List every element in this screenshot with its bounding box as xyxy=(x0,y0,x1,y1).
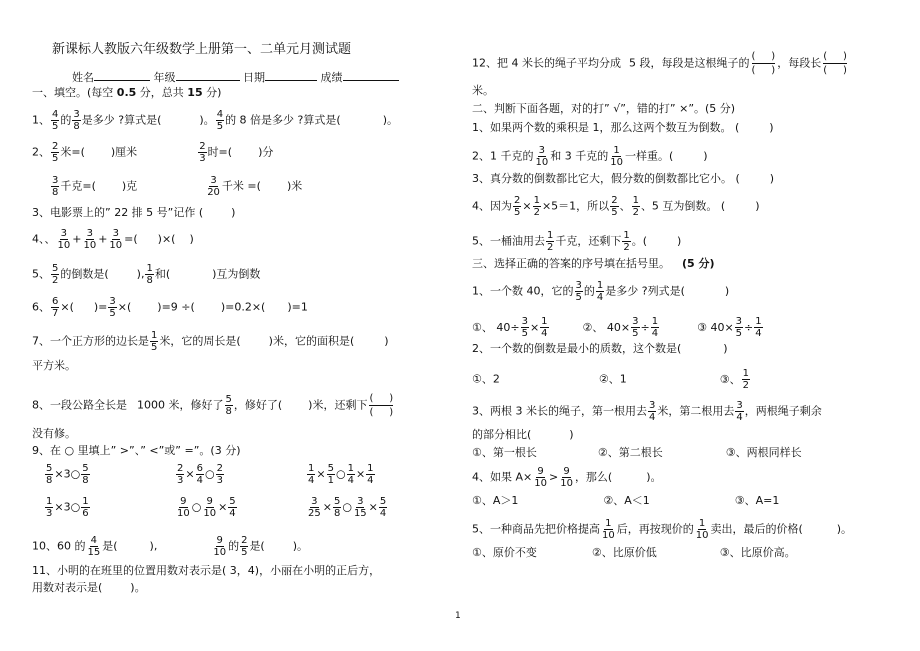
question-10: 10、60 的 $\frac{4}{15}$ 是( ), $\frac{9}{10}$ 的 $\frac{2}{5}$ 是( )。 xyxy=(32,535,309,558)
judge-item-4: 4、因为 $\frac{2}{5}$ × $\frac{1}{2}$ ×5＝1，所以 $\frac{2}{5}$ 、 $\frac{1}{2}$ 、5 互为倒数。 ( ) xyxy=(472,195,760,218)
fraction: $\frac{3}{8}$ xyxy=(73,109,80,132)
option[interactable]: ②、第二根长 xyxy=(597,446,663,459)
blank-fraction: ( ) ( ) xyxy=(823,51,847,76)
compare-item: $\frac{2}{3}$ × $\frac{6}{4}$ ○ $\frac{2}{3}$ xyxy=(177,463,223,486)
blank-fraction: ( ) ( ) xyxy=(751,51,776,76)
section-2-heading: 二、判断下面各题，对的打” √”，错的打” ×”。(5 分) xyxy=(472,102,736,115)
question-12: 12、把 4 米长的绳子平均分成 5 段，每段是这根绳子的 ( ) ( ) ，每段长 ( ) ( ) xyxy=(472,51,847,76)
option[interactable]: ③ 40× $\frac{3}{5}$ ÷ $\frac{1}{4}$ xyxy=(697,316,762,339)
choice-q1-options xyxy=(472,316,764,339)
score-blank[interactable] xyxy=(343,69,399,81)
choice-q5: 5、一种商品先把价格提高 $\frac{1}{10}$ 后，再按现价的 $\frac{1}{10}$ 卖出，最后的价格( )。 xyxy=(472,518,853,541)
question-9: 9、在 ○ 里填上” >”、” <”或” =”。(3 分) xyxy=(32,444,241,457)
grade-blank[interactable] xyxy=(176,69,240,81)
option[interactable]: ①、第一根长 xyxy=(472,446,537,459)
question-2b: $\frac{3}{8}$ 千克=( )克 $\frac{3}{20}$ 千米 =( )米 xyxy=(52,175,303,198)
judge-item-2: 2、1 千克的 $\frac{3}{10}$ 和 3 千克的 $\frac{1}{10}$ 一样重。( ) xyxy=(472,145,708,168)
fraction: $\frac{4}{5}$ xyxy=(216,109,224,132)
option[interactable]: ②、比原价低 xyxy=(591,546,657,559)
question-11: 11、小明的在班里的位置用数对表示是( 3，4)，小丽在小明的正后方， xyxy=(32,564,381,577)
compare-item: $\frac{9}{10}$ ○ $\frac{9}{10}$ × $\frac{5}{4}$ xyxy=(177,496,236,519)
choice-q3-line2: 的部分相比( ) xyxy=(472,428,574,441)
choice-q2: 2、一个数的倒数是最小的质数，这个数是( ) xyxy=(472,342,728,355)
option[interactable]: ③、比原价高。 xyxy=(719,546,796,559)
question-3: 3、电影票上的” 22 排 5 号”记作 ( ) xyxy=(32,206,236,219)
choice-q4-options xyxy=(472,494,779,508)
choice-q2-options xyxy=(472,368,751,391)
date-blank[interactable] xyxy=(265,69,317,81)
grade-label: 年级 xyxy=(153,71,176,84)
question-5: 5、 $\frac{5}{2}$ 的倒数是( ), $\frac{1}{8}$ 和( )互为倒数 xyxy=(32,263,261,286)
option[interactable]: ③、 $\frac{1}{2}$ xyxy=(719,368,749,391)
choice-q5-options xyxy=(472,546,796,560)
question-8-tail: 没有修。 xyxy=(32,427,76,440)
section-3-heading: 三、选择正确的答案的序号填在括号里。 (5 分) xyxy=(472,257,715,270)
option[interactable]: ②、 40× $\frac{3}{5}$ ÷ $\frac{1}{4}$ xyxy=(582,316,659,339)
choice-q3: 3、两根 3 米长的绳子，第一根用去 $\frac{3}{4}$ 米，第二根用去 $\frac{3}{4}$ ，两根绳子剩余 xyxy=(472,400,822,423)
score-label: 成绩 xyxy=(320,71,343,84)
judge-item-3: 3、真分数的倒数都比它大，假分数的倒数都比它小。 ( ) xyxy=(472,172,775,185)
option[interactable]: ③、A=1 xyxy=(734,494,780,507)
compare-item: $\frac{1}{4}$ × $\frac{5}{1}$ ○ $\frac{1}{4}$ × $\frac{1}{4}$ xyxy=(308,463,374,486)
fraction: $\frac{4}{5}$ xyxy=(52,109,59,132)
compare-item: $\frac{3}{25}$ × $\frac{5}{8}$ ○ $\frac{3}{15}$ × $\frac{5}{4}$ xyxy=(308,496,387,519)
name-blank[interactable] xyxy=(94,69,150,81)
section-1-heading: 一、填空。(每空 0.5 分，总共 15 分) xyxy=(32,86,222,99)
choice-q3-options xyxy=(472,446,802,460)
judge-item-1: 1、如果两个数的乘积是 1，那么这两个数互为倒数。 ( ) xyxy=(472,121,774,134)
question-2: 2、 $\frac{2}{5}$ 米=( )厘米 $\frac{2}{3}$ 时=( )分 xyxy=(32,141,274,164)
question-8: 8、一段公路全长是 1000 米，修好了 $\frac{5}{8}$ ，修好了( )米，还剩下 ( ) ( ) xyxy=(32,393,394,418)
question-4: 4、、 $\frac{3}{10}$ + $\frac{3}{10}$ + $\frac{3}{10}$ =( )×( ) xyxy=(32,228,194,251)
page-number: 1 xyxy=(455,611,461,621)
page-title: 新课标人教版六年级数学上册第一、二单元月测试题 xyxy=(52,42,352,57)
blank-fraction: ( ) ( ) xyxy=(369,393,394,418)
option[interactable]: ①、A＞1 xyxy=(472,494,519,507)
option[interactable]: ①、 40÷ $\frac{3}{5}$ × $\frac{1}{4}$ xyxy=(472,316,548,339)
option[interactable]: ①、2 xyxy=(472,372,500,386)
option[interactable]: ②、1 xyxy=(598,372,627,386)
choice-q4: 4、如果 A× $\frac{9}{10}$ > $\frac{9}{10}$ ，那么( )。 xyxy=(472,466,662,489)
date-label: 日期 xyxy=(243,71,265,84)
option[interactable]: ①、原价不变 xyxy=(472,546,537,559)
judge-item-5: 5、一桶油用去 $\frac{1}{2}$ 千克，还剩下 $\frac{1}{2}$ 。( ) xyxy=(472,230,682,253)
question-7-unit: 平方米。 xyxy=(32,359,76,372)
header-fields xyxy=(72,69,399,85)
option[interactable]: ②、A＜1 xyxy=(603,494,650,507)
option[interactable]: ③、两根同样长 xyxy=(725,446,802,459)
compare-item: $\frac{5}{8}$ ×3○ $\frac{5}{8}$ xyxy=(46,463,89,486)
question-7: 7、一个正方形的边长是 $\frac{1}{5}$ 米，它的周长是( )米，它的面积是( ) xyxy=(32,330,389,353)
question-6: 6、 $\frac{6}{7}$ ×( )= $\frac{3}{5}$ ×( )=9 ÷( )=0.2×( )=1 xyxy=(32,296,308,319)
question-12-unit: 米。 xyxy=(472,84,494,97)
choice-q1: 1、一个数 40，它的 $\frac{3}{5}$ 的 $\frac{1}{4}$ 是多少 ?列式是( ) xyxy=(472,280,730,303)
compare-item: $\frac{1}{3}$ ×3○ $\frac{1}{6}$ xyxy=(46,496,89,519)
question-11-line2: 用数对表示是( )。 xyxy=(32,581,146,594)
question-1: 1、 $\frac{4}{5}$ 的 $\frac{3}{8}$ 是多少 ?算式是( )。 $\frac{4}{5}$ 的 8 倍是多少 ?算式是( )。 xyxy=(32,109,398,132)
name-label: 姓名 xyxy=(72,71,94,84)
